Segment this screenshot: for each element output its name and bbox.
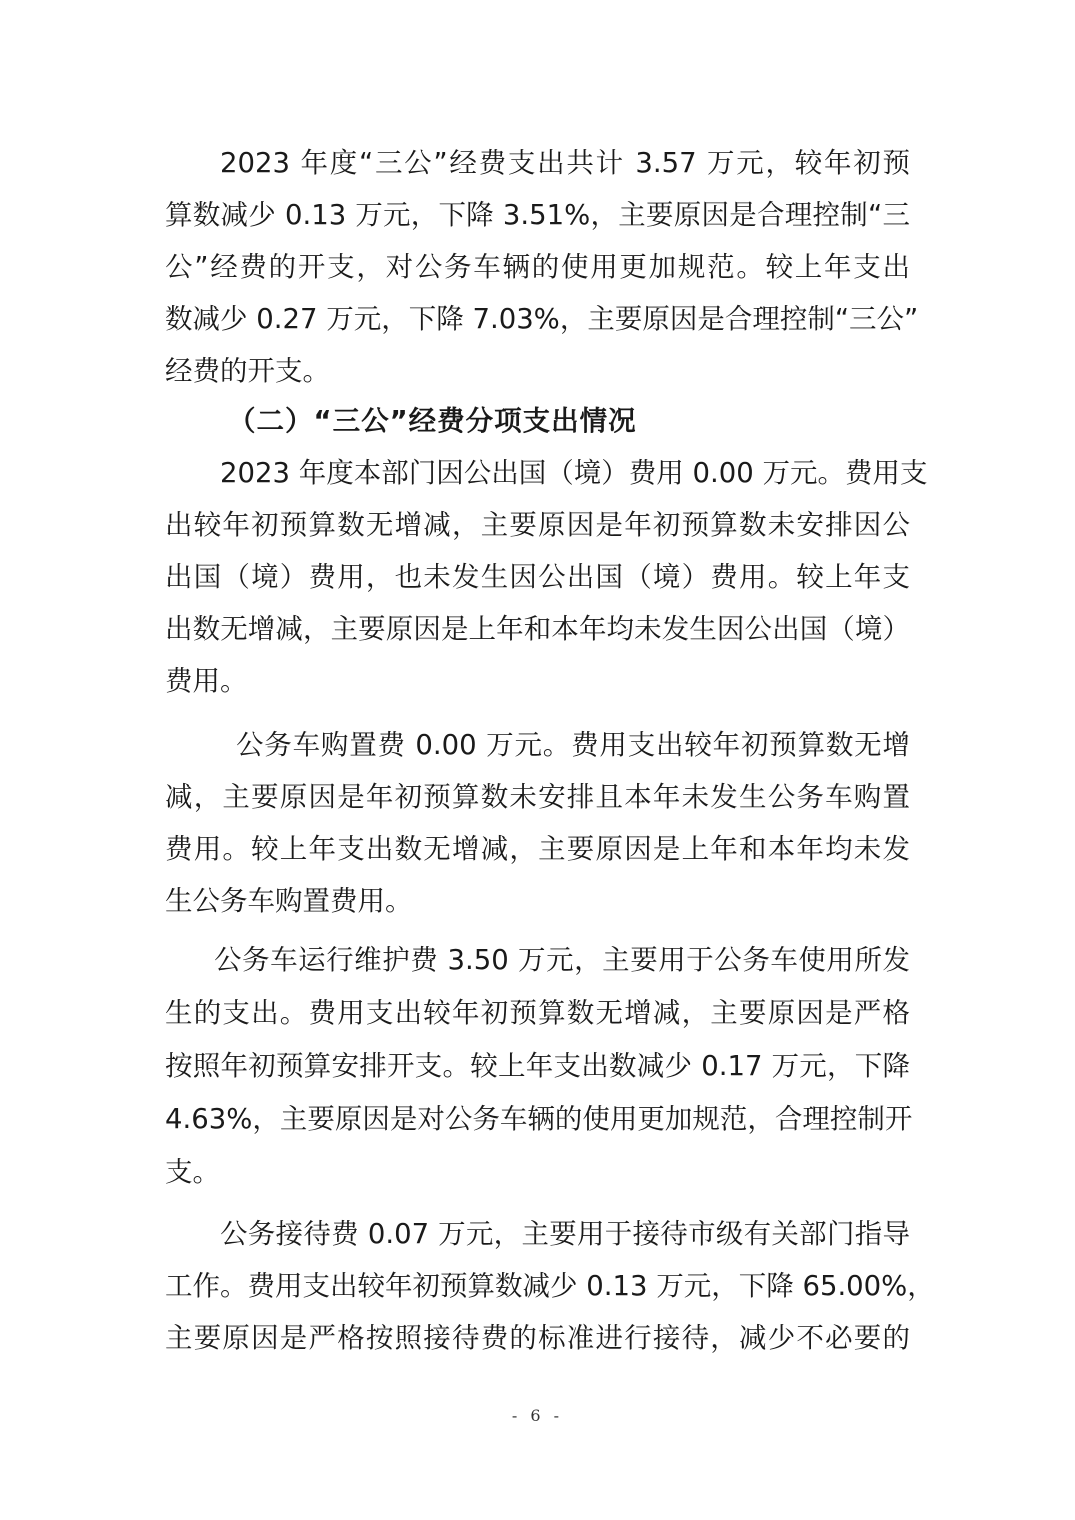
paragraph-2-line-1: 2023 年度本部门因公出国（境）费用 0.00 万元。费用支 <box>220 457 928 489</box>
paragraph-2-line-3: 出国（境）费用，也未发生因公出国（境）费用。较上年支 <box>165 561 910 593</box>
paragraph-3-line-1: 公务车购置费 0.00 万元。费用支出较年初预算数无增 <box>236 729 910 761</box>
paragraph-4-line-2: 生的支出。费用支出较年初预算数无增减，主要原因是严格 <box>165 997 910 1029</box>
paragraph-1-line-2: 算数减少 0.13 万元，下降 3.51%，主要原因是合理控制“三 <box>165 199 910 231</box>
paragraph-2-line-2: 出较年初预算数无增减，主要原因是年初预算数未安排因公 <box>165 509 910 541</box>
page-number: - 6 - <box>511 1406 564 1425</box>
paragraph-3-line-3: 费用。较上年支出数无增减，主要原因是上年和本年均未发 <box>165 833 910 865</box>
paragraph-1-line-1: 2023 年度“三公”经费支出共计 3.57 万元，较年初预 <box>220 147 910 179</box>
paragraph-5-line-3: 主要原因是严格按照接待费的标准进行接待，减少不必要的 <box>165 1322 910 1354</box>
paragraph-5-line-1: 公务接待费 0.07 万元，主要用于接待市级有关部门指导 <box>220 1218 910 1250</box>
paragraph-3-line-2: 减，主要原因是年初预算数未安排且本年未发生公务车购置 <box>165 781 910 813</box>
paragraph-4-line-1: 公务车运行维护费 3.50 万元，主要用于公务车使用所发 <box>214 944 910 976</box>
paragraph-1-line-3: 公”经费的开支，对公务车辆的使用更加规范。较上年支出 <box>165 251 910 283</box>
paragraph-5-line-2: 工作。费用支出较年初预算数减少 0.13 万元，下降 65.00%， <box>165 1270 935 1302</box>
paragraph-4-line-5: 支。 <box>165 1156 220 1188</box>
section-heading: （二）“三公”经费分项支出情况 <box>228 405 637 437</box>
paragraph-1-line-5: 经费的开支。 <box>165 355 330 387</box>
paragraph-1-line-4: 数减少 0.27 万元，下降 7.03%，主要原因是合理控制“三公” <box>165 303 919 335</box>
paragraph-3-line-4: 生公务车购置费用。 <box>165 885 413 917</box>
paragraph-2-line-4: 出数无增减，主要原因是上年和本年均未发生因公出国（境） <box>165 613 910 645</box>
paragraph-4-line-3: 按照年初预算安排开支。较上年支出数减少 0.17 万元，下降 <box>165 1050 910 1082</box>
paragraph-2-line-5: 费用。 <box>165 665 248 697</box>
paragraph-4-line-4: 4.63%，主要原因是对公务车辆的使用更加规范，合理控制开 <box>165 1103 913 1135</box>
